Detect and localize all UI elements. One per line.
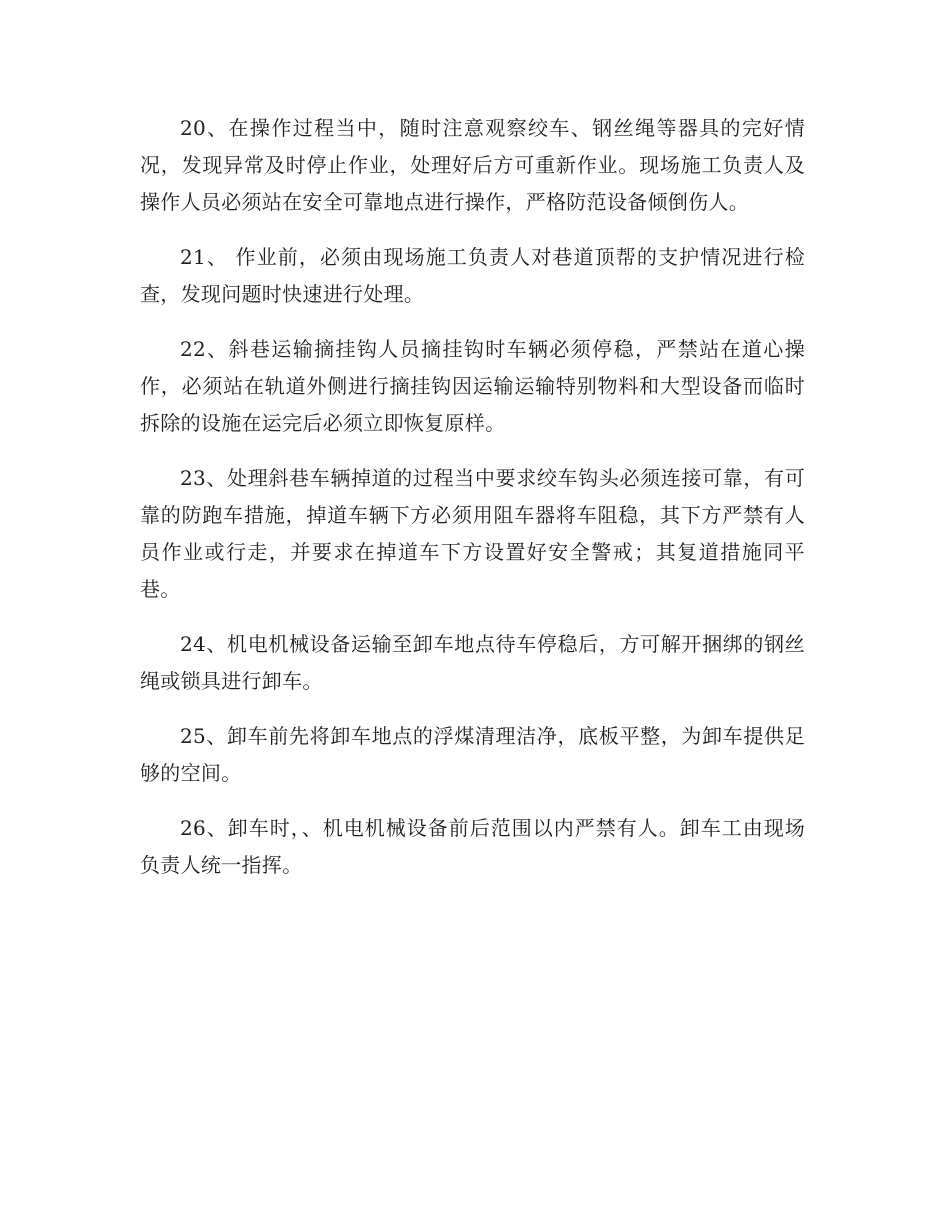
paragraph-25: 25、卸车前先将卸车地点的浮煤清理洁净，底板平整，为卸车提供足够的空间。: [140, 724, 805, 785]
paragraph-21: 21、 作业前，必须由现场施工负责人对巷道顶帮的支护情况进行检查，发现问题时快速进行处理。: [140, 245, 805, 306]
paragraph-26: 26、卸车时，、机电机械设备前后范围以内严禁有人。卸车工由现场负责人统一指挥。: [140, 816, 805, 877]
paragraph-24: 24、机电机械设备运输至卸车地点待车停稳后，方可解开捆绑的钢丝绳或锁具进行卸车。: [140, 632, 805, 693]
paragraph-22: 22、斜巷运输摘挂钩人员摘挂钩时车辆必须停稳，严禁站在道心操作，必须站在轨道外侧进行摘挂钩因运输运输特别物料和大型设备而临时拆除的设施在运完后必须立即恢复原样。: [140, 337, 805, 435]
paragraph-20: 20、在操作过程当中，随时注意观察绞车、钢丝绳等器具的完好情况，发现异常及时停止作业，处理好后方可重新作业。现场施工负责人及操作人员必须站在安全可靠地点进行操作，严格防范设备倾倒伤人。: [140, 116, 805, 214]
paragraph-23: 23、处理斜巷车辆掉道的过程当中要求绞车钩头必须连接可靠，有可靠的防跑车措施，掉道车辆下方必须用阻车器将车阻稳，其下方严禁有人员作业或行走，并要求在掉道车下方设置好安全警戒；其复道措施同平巷。: [140, 466, 805, 601]
document-page: [140, 110, 805, 902]
